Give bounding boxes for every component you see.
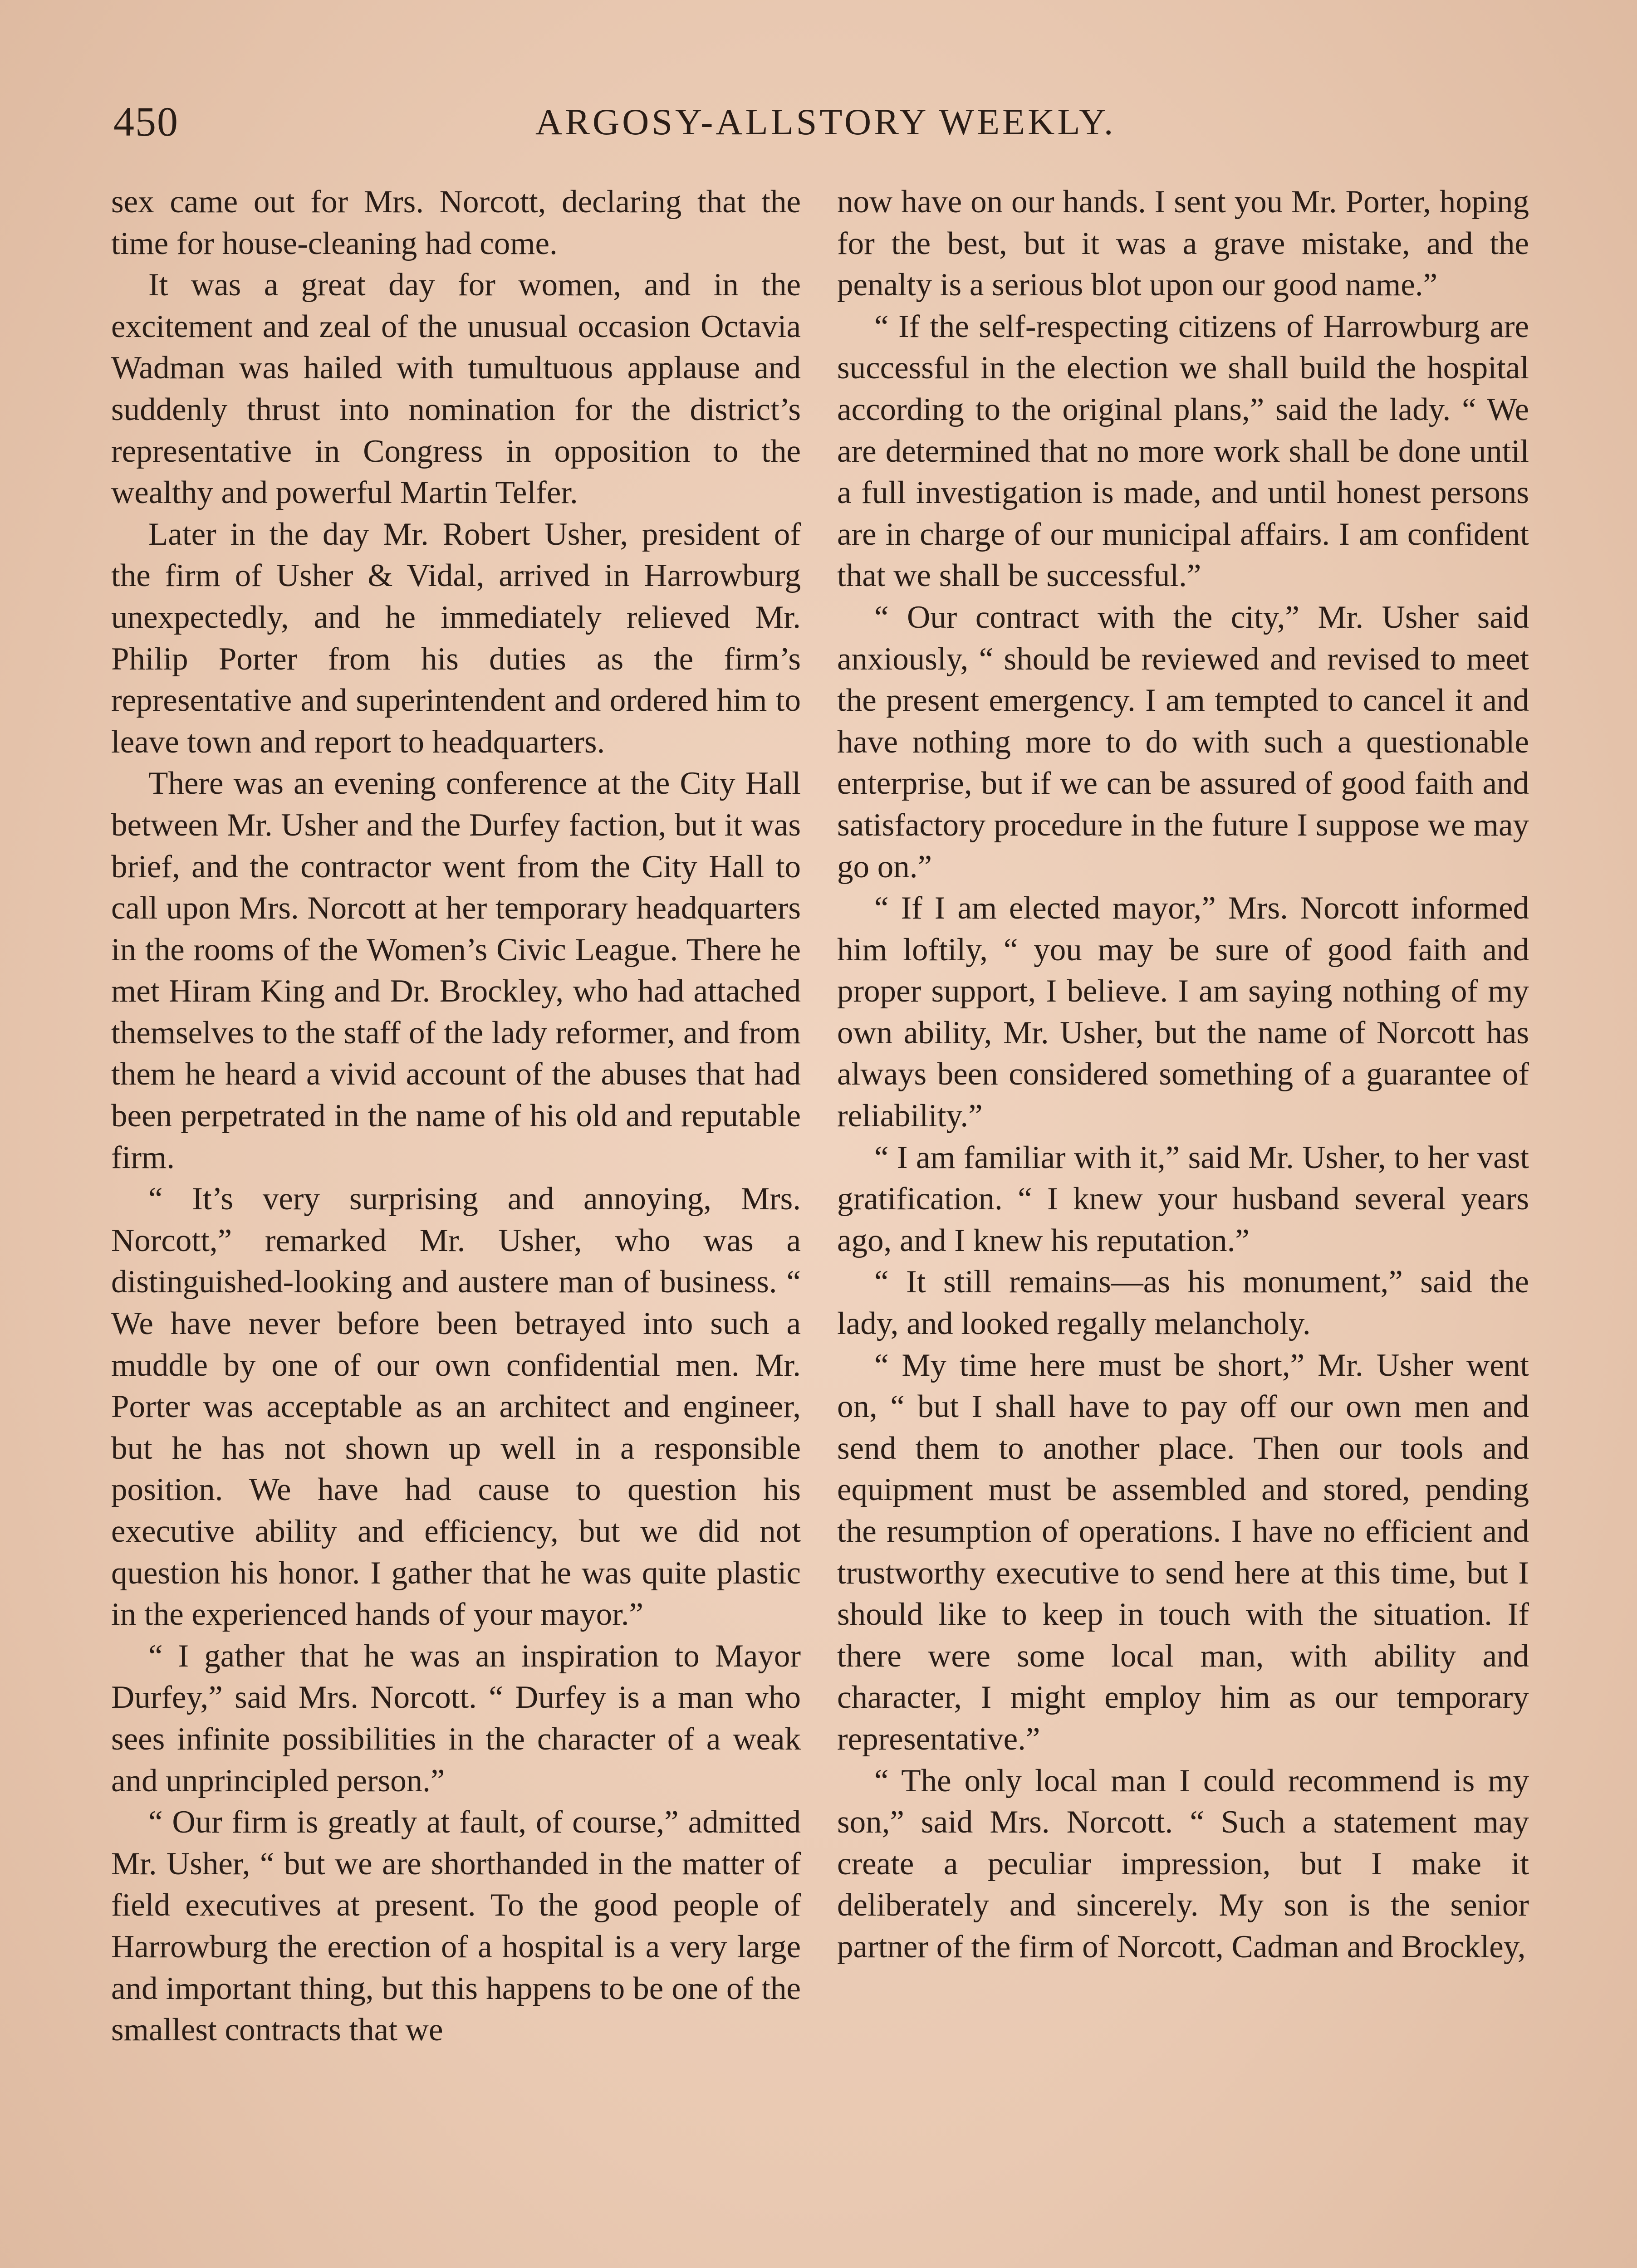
- paragraph: “ My time here must be short,” Mr. Usher went on, “ but I shall have to pay off our own men and send them to another place. Then our tools and equipment must be assembled and stored, pending the resumption of operations. I have no efficient and trustworthy executive to send here at this time, but I should like to keep in touch with the situation. If there were some local man, with ability and character, I might employ him as our temporary representative.”: [837, 1347, 1529, 1757]
- paragraph: “ If the self-respecting citizens of Harrowburg are successful in the election we shall build the hospital according to the original plans,” said the lady. “ We are determined that no more work shall be done until a full investigation is made, and until honest persons are in charge of our municipal affairs. I am confident that we shall be successful.”: [837, 308, 1529, 594]
- paragraph: It was a great day for women, and in the excitement and zeal of the unusual occasion Octavia Wadman was hailed with tumultuous applause and suddenly thrust into nomination for the district’s representative in Congress in opposition to the wealthy and powerful Martin Telfer.: [111, 267, 801, 511]
- paragraph: Later in the day Mr. Robert Usher, president of the firm of Usher & Vidal, arrived in Harrowburg unexpectedly, and he immediately relieved Mr. Philip Porter from his duties as the firm’s representative and superintendent and ordered him to leave town and report to headquarters.: [111, 516, 801, 760]
- paragraph: sex came out for Mrs. Norcott, declaring that the time for house-cleaning had come.: [111, 184, 801, 261]
- paragraph: “ Our firm is greatly at fault, of course,” admitted Mr. Usher, “ but we are shorthanded in the matter of field executives at present. To the good people of Harrowburg the erection of a hospital is a very large and important thing, but this happens to be one of the smallest contracts that we: [111, 1804, 801, 2048]
- paragraph: “ I gather that he was an inspiration to Mayor Durfey,” said Mrs. Norcott. “ Durfey is a man who sees infinite possibilities in the character of a weak and unprincipled person.”: [111, 1638, 801, 1799]
- paragraph: “ I am familiar with it,” said Mr. Usher, to her vast gratification. “ I knew your husband several years ago, and I knew his reputation.”: [837, 1139, 1529, 1258]
- paragraph: “ It still remains—as his monument,” said the lady, and looked regally melancholy.: [837, 1264, 1529, 1342]
- left-column: [111, 181, 801, 2268]
- paragraph: “ Our contract with the city,” Mr. Usher said anxiously, “ should be reviewed and revised to meet the present emergency. I am tempted to cancel it and have nothing more to do with such a questionable enterprise, but if we can be assured of good faith and satisfactory procedure in the future I suppose we may go on.”: [837, 599, 1529, 885]
- paragraph: “ It’s very surprising and annoying, Mrs. Norcott,” remarked Mr. Usher, who was a distinguished-looking and austere man of business. “ We have never before been betrayed into such a muddle by one of our own confidential men. Mr. Porter was acceptable as an architect and engineer, but he has not shown up well in a responsible position. We have had cause to question his executive ability and efficiency, but we did not question his honor. I gather that he was quite plastic in the experienced hands of your mayor.”: [111, 1181, 801, 1633]
- page-number: 450: [113, 98, 179, 145]
- paragraph: “ If I am elected mayor,” Mrs. Norcott informed him loftily, “ you may be sure of good faith and proper support, I believe. I am saying nothing of my own ability, Mr. Usher, but the name of Norcott has always been considered something of a guarantee of reliability.”: [837, 890, 1529, 1134]
- running-title: ARGOSY-ALLSTORY WEEKLY.: [535, 101, 1116, 142]
- paragraph: There was an evening conference at the City Hall between Mr. Usher and the Durfey faction, but it was brief, and the contractor went from the City Hall to call upon Mrs. Norcott at her temporary headquarters in the rooms of the Women’s Civic League. There he met Hiram King and Dr. Brockley, who had attached themselves to the staff of the lady reformer, and from them he heard a vivid account of the abuses that had been perpetrated in the name of his old and reputable firm.: [111, 766, 801, 1175]
- right-column: [837, 181, 1529, 2268]
- page-header: [0, 0, 1637, 172]
- paragraph: “ The only local man I could recommend is my son,” said Mrs. Norcott. “ Such a statement may create a peculiar impression, but I make it deliberately and sincerely. My son is the senior partner of the firm of Norcott, Cadman and Brockley,: [837, 1763, 1529, 1965]
- paragraph: now have on our hands. I sent you Mr. Porter, hoping for the best, but it was a grave mistake, and the penalty is a serious blot upon our good name.”: [837, 184, 1529, 303]
